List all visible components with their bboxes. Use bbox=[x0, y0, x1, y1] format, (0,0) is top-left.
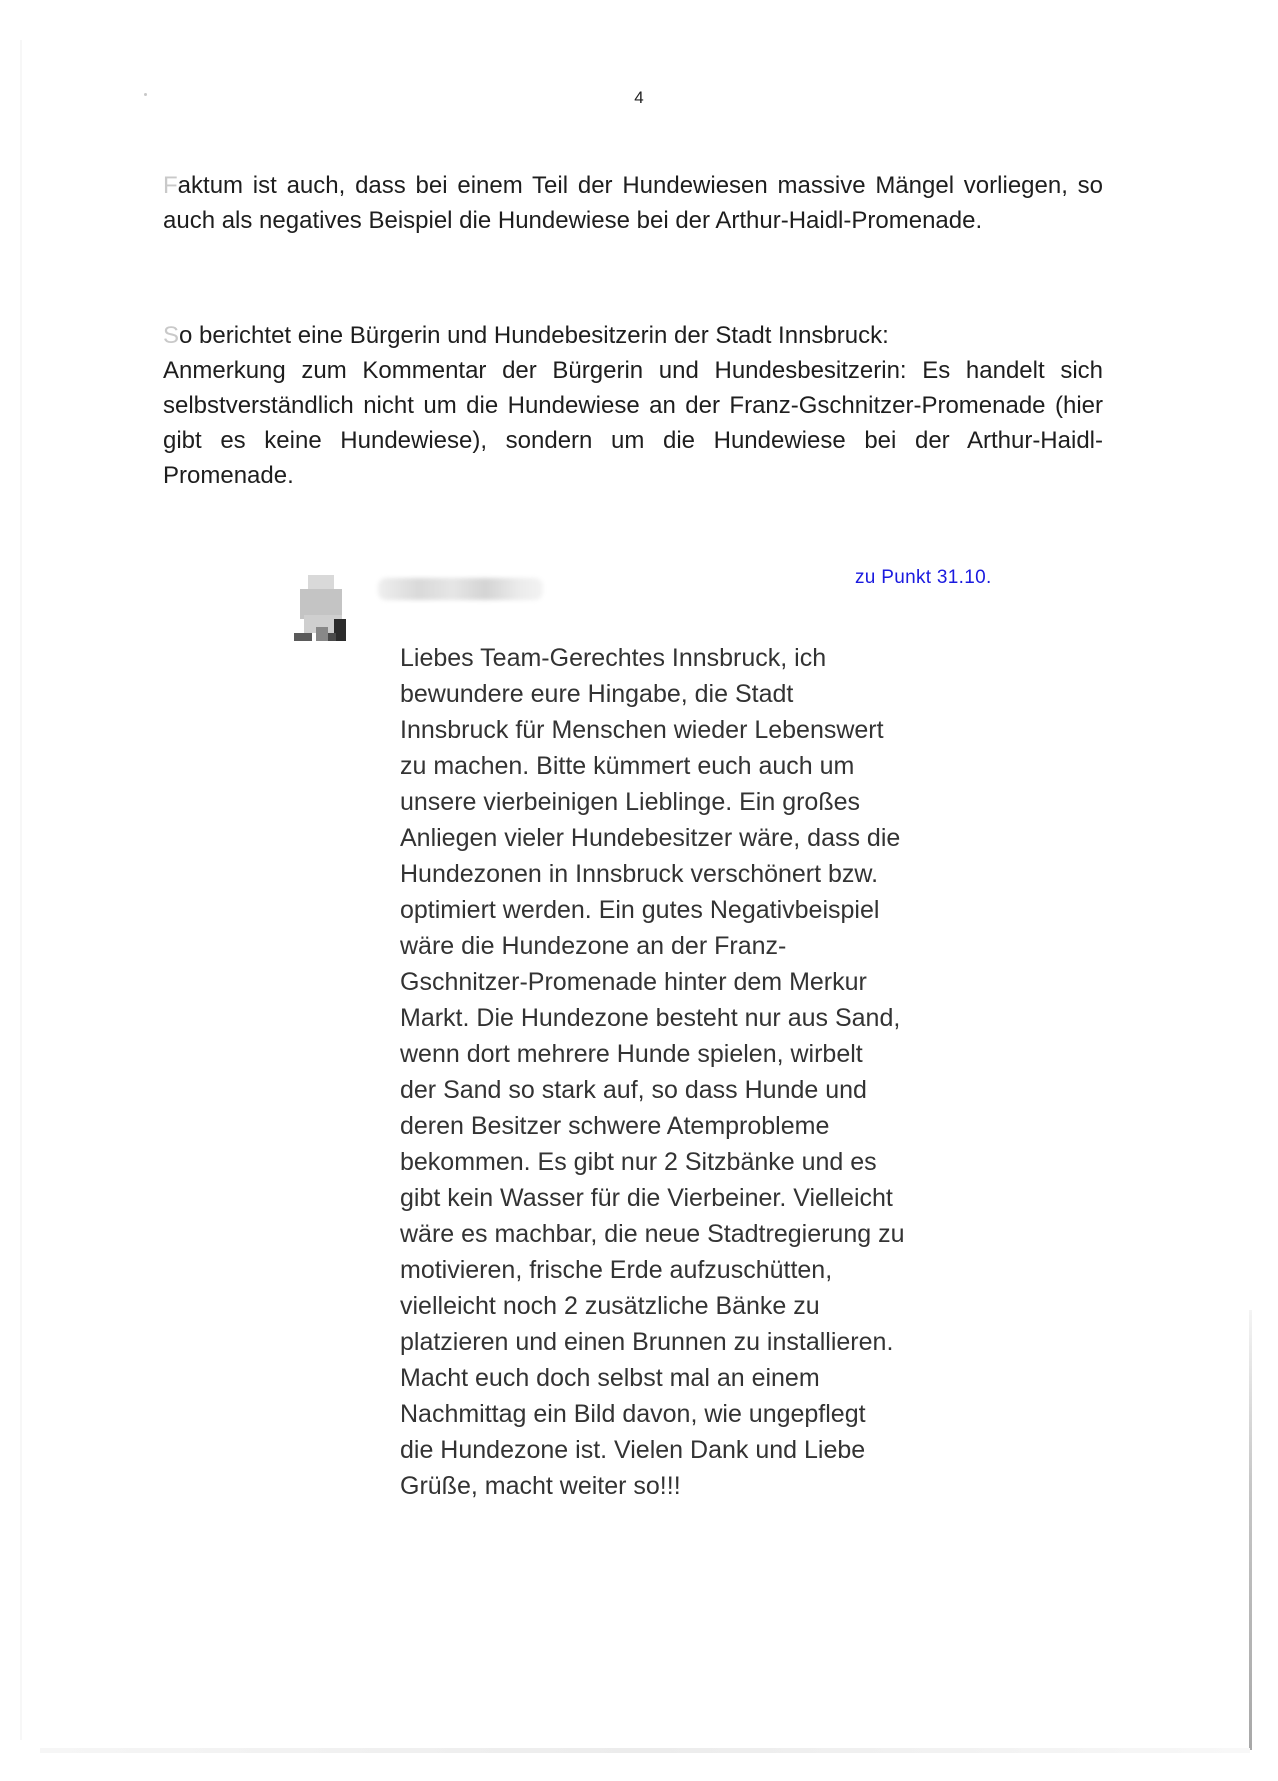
reference-label: zu Punkt 31.10. bbox=[855, 567, 992, 588]
paragraph-bericht bbox=[163, 318, 1103, 493]
page-number: 4 bbox=[634, 88, 644, 107]
paragraph-annotation: Anmerkung zum Kommentar der Bürgerin und Hundesbesitzerin: Es handelt sich selbstverständlich nicht um die Hundewiese an der Franz-Gschnitzer-Promenade (hier gibt es keine Hundewiese), sondern um die Hundewiese bei der Arthur-Haidl-Promenade. bbox=[163, 357, 1103, 489]
blurred-avatar bbox=[290, 575, 368, 651]
paragraph-initial: S bbox=[163, 322, 180, 349]
scan-edge-right bbox=[1249, 1310, 1252, 1750]
blurred-author-name bbox=[378, 578, 543, 600]
comment-text: Liebes Team-Gerechtes Innsbruck, ich bewundere eure Hingabe, die Stadt Innsbruck für Menschen wieder Lebenswert zu machen. Bitte kümmert euch auch um unsere vierbeinigen Lieblinge. Ein großes Anliegen vieler Hundebesitzer wäre, dass die Hundezonen in Innsbruck verschönert bzw. optimiert werden. Ein gutes Negativbeispiel wäre die Hundezone an der Franz- Gschnitzer-Promenade hinter dem Merkur Markt. Die Hundezone besteht nur aus Sand, wenn dort mehrere Hunde spielen, wirbelt der Sand so stark auf, so dass Hunde und deren Besitzer schwere Atemprobleme bekommen. Es gibt nur 2 Sitzbänke und es gibt kein Wasser für die Vierbeiner. Vielleicht wäre es machbar, die neue Stadtregierung zu motivieren, frische Erde aufzuschütten, vielleicht noch 2 zusätzliche Bänke zu platzieren und einen Brunnen zu installieren. Macht euch doch selbst mal an einem Nachmittag ein Bild davon, wie ungepflegt die Hundezone ist. Vielen Dank und Liebe Grüße, macht weiter so!!! bbox=[400, 644, 905, 1500]
paragraph-faktum bbox=[163, 168, 1103, 238]
scan-edge-left bbox=[20, 40, 22, 1740]
paragraph-initial: F bbox=[163, 172, 178, 199]
scan-edge-bottom bbox=[40, 1748, 1250, 1753]
paragraph-intro-text: o berichtet eine Bürgerin und Hundebesitzerin der Stadt Innsbruck: bbox=[179, 322, 889, 349]
paragraph-intro-line bbox=[163, 318, 1103, 353]
paragraph-text: aktum ist auch, dass bei einem Teil der Hundewiesen massive Mängel vorliegen, so auch als negatives Beispiel die Hundewiese bei der Arthur-Haidl-Promenade. bbox=[163, 172, 1103, 234]
